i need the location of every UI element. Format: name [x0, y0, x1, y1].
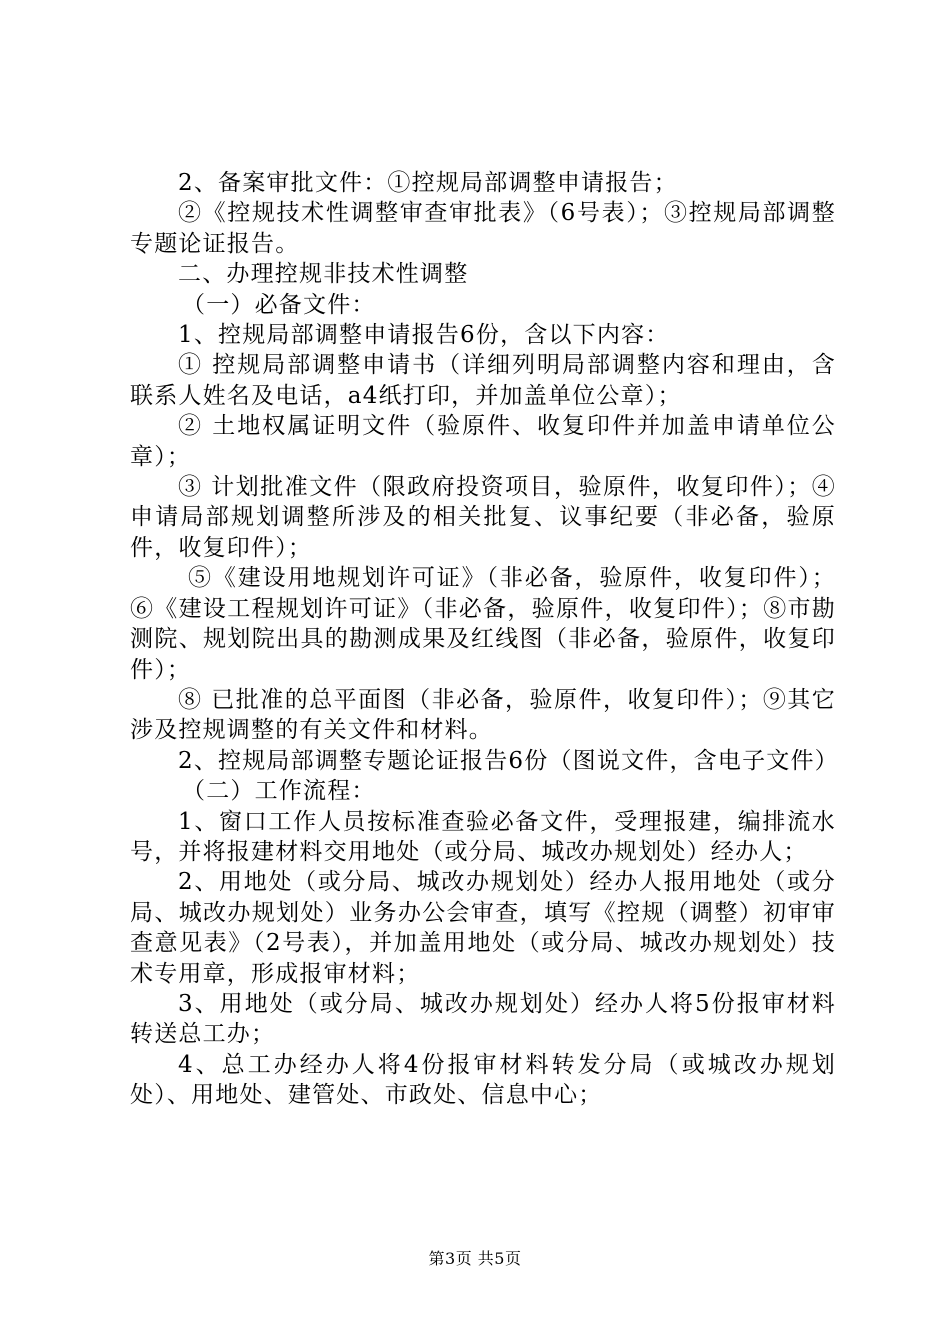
- paragraph: 二、办理控规非技术性调整: [178, 261, 469, 288]
- paragraph: 1、控规局部调整申请报告6份，含以下内容：: [178, 322, 670, 349]
- paragraph: 2、用地处（或分局、城改办规划处）经办人报用地处（或分局、城改办规划处）业务办公会审查，填写《控规（调整）初审审查意见表》（2号表），并加盖用地处（或分局、城改办规划处）技术专用章，形成报审材料；: [130, 869, 836, 987]
- paragraph: ① 控规局部调整申请书（详细列明局部调整内容和理由，含联系人姓名及电话，a4纸打印，并加盖单位公章）；: [130, 352, 836, 409]
- paragraph: （一）必备文件：: [182, 291, 376, 318]
- paragraph: 4、总工办经办人将4份报审材料转发分局（或城改办规划处）、用地处、建管处、市政处、信息中心；: [130, 1051, 836, 1109]
- paragraph: 2、备案审批文件：①控规局部调整申请报告；: [178, 170, 678, 196]
- document-body: [130, 168, 839, 1111]
- paragraph: ② 土地权属证明文件（验原件、收复印件并加盖申请单位公章）；: [130, 413, 836, 470]
- paragraph: ②《控规技术性调整审查审批表》（6号表）；③控规局部调整专题论证报告。: [130, 200, 836, 257]
- paragraph: ⑤《建设用地规划许可证》（非必备，验原件，收复印件）；⑥《建设工程规划许可证》（非必备，验原件，收复印件）；⑧市勘测院、规划院出具的勘测成果及红线图（非必备，验原件，收复印件）；: [130, 565, 836, 683]
- page-footer: 第3页 共5页: [428, 1249, 522, 1268]
- paragraph: ⑧ 已批准的总平面图（非必备，验原件，收复印件）；⑨其它涉及控规调整的有关文件和材料。: [130, 686, 836, 744]
- paragraph: 1、窗口工作人员按标准查验必备文件，受理报建，编排流水号，并将报建材料交用地处（或分局、城改办规划处）经办人；: [130, 808, 836, 865]
- paragraph: （二）工作流程：: [182, 778, 376, 805]
- paragraph: ③ 计划批准文件（限政府投资项目，验原件，收复印件）；④申请局部规划调整所涉及的相关批复、议事纪要（非必备，验原件，收复印件）；: [130, 474, 836, 561]
- paragraph: 3、用地处（或分局、城改办规划处）经办人将5份报审材料转送总工办；: [130, 990, 836, 1048]
- paragraph: 2、控规局部调整专题论证报告6份（图说文件，含电子文件）: [178, 747, 839, 774]
